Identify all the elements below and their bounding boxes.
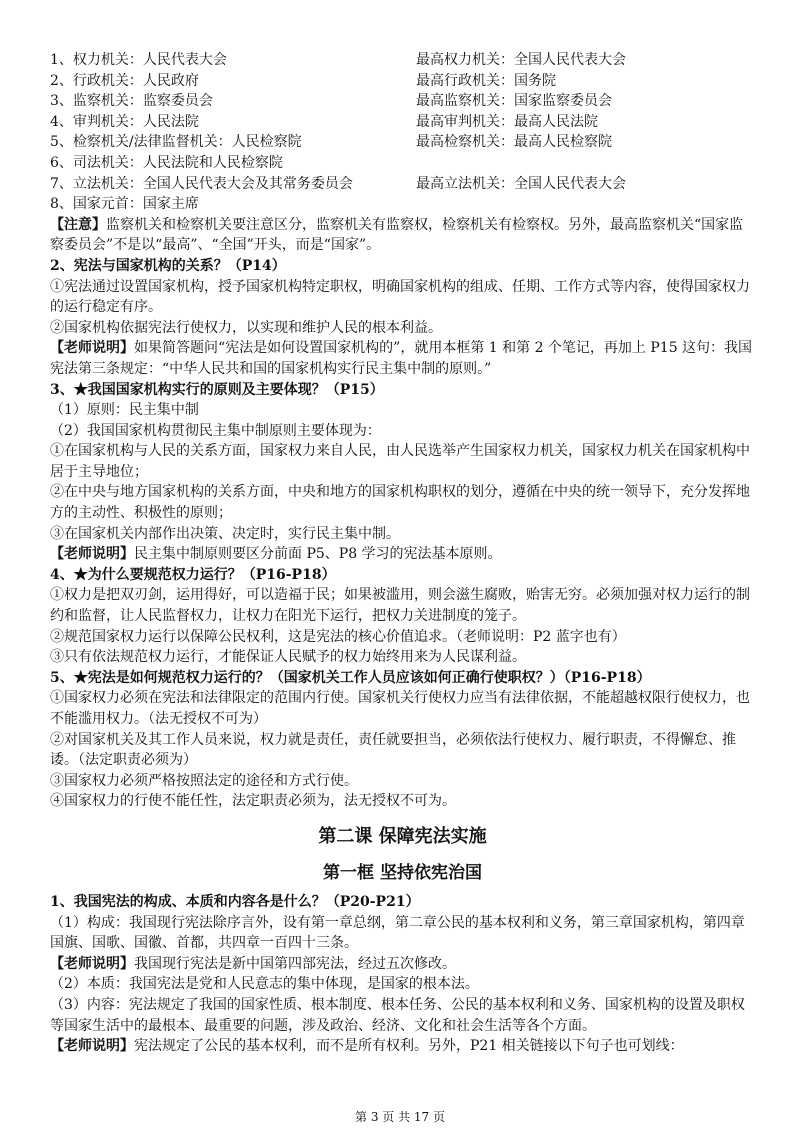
paragraph: （1）原则：民主集中制 xyxy=(50,402,199,419)
organ-highest: 最高权力机关：全国人民代表大会 xyxy=(416,52,626,68)
paragraph: ③国家权力必须严格按照法定的途径和方式行使。 xyxy=(50,772,358,789)
page-footer: 第 3 页 共 17 页 xyxy=(355,1110,445,1124)
organ-local: 1、权力机关：人民代表大会 xyxy=(50,52,227,68)
question-heading: 1、我国宪法的构成、本质和内容各是什么？（P20-P21） xyxy=(50,893,420,910)
note-label: 【老师说明】 xyxy=(50,340,134,357)
organ-highest: 最高立法机关：全国人民代表大会 xyxy=(416,175,626,192)
organ-local: 7、立法机关：全国人民代表大会及其常务委员会 xyxy=(50,175,353,192)
organ-highest: 最高审判机关：最高人民法院 xyxy=(416,113,598,130)
section-title: 第一框 坚持依宪治国 xyxy=(323,862,482,883)
organ-local: 5、检察机关/法律监督机关：人民检察院 xyxy=(50,134,302,151)
organ-local: 4、审判机关：人民法院 xyxy=(50,113,199,130)
paragraph: ②规范国家权力运行以保障公民权利，这是宪法的核心价值追求。（老师说明：P2 蓝字也有） xyxy=(50,628,626,645)
note-label: 【老师说明】 xyxy=(50,1038,134,1055)
list-item xyxy=(50,112,755,133)
lesson-title: 第二课 保障宪法实施 xyxy=(318,825,487,847)
teacher-note: 【老师说明】我国现行宪法是新中国第四部宪法，经过五次修改。 xyxy=(50,955,456,972)
note-label: 【注意】 xyxy=(50,216,106,233)
list-item xyxy=(50,194,755,215)
paragraph: ②对国家机关及其工作人员来说，权力就是责任，责任就要担当，必须依法行使权力、履行职责，不得懈怠、推诿。（法定职责必须为） xyxy=(50,731,736,769)
organ-local: 2、行政机关：人民政府 xyxy=(50,72,199,89)
list-item xyxy=(50,91,755,112)
paragraph: ④国家权力的行使不能任性，法定职责必须为，法无授权不可为。 xyxy=(50,793,456,810)
paragraph: （2）我国国家机构贯彻民主集中制原则主要体现为： xyxy=(50,422,381,439)
list-item xyxy=(50,50,755,71)
organ-local: 3、监察机关：监察委员会 xyxy=(50,93,213,110)
teacher-note: 【老师说明】如果简答题问“宪法是如何设置国家机构的”，就用本框第 1 和第 2 个笔记，再加上 P15 这句：我国宪法第三条规定：“中华人民共和国的国家机构实行民主集中制的原则。” xyxy=(50,340,753,377)
organ-highest: 最高行政机关：国务院 xyxy=(416,72,556,89)
teacher-note: 【老师说明】民主集中制原则要区分前面 P5、P8 学习的宪法基本原则。 xyxy=(50,546,502,563)
note-label: 【老师说明】 xyxy=(50,546,134,563)
note-paragraph: 【注意】监察机关和检察机关要注意区分，监察机关有监察权，检察机关有检察权。另外，最高监察机关“国家监察委员会”不是以“最高”、“全国”开头，而是“国家”。 xyxy=(50,216,744,254)
list-item xyxy=(50,153,755,174)
organ-local: 6、司法机关：人民法院和人民检察院 xyxy=(50,154,283,171)
teacher-note: 【老师说明】宪法规定了公民的基本权利，而不是所有权利。另外，P21 相关链接以下句子也可划线： xyxy=(50,1038,684,1055)
question-heading: 2、宪法与国家机构的关系？（P14） xyxy=(50,257,286,274)
list-item xyxy=(50,71,755,92)
paragraph: ①宪法通过设置国家机构，授予国家机构特定职权，明确国家机构的组成、任期、工作方式等内容，使得国家权力的运行稳定有序。 xyxy=(50,278,750,316)
paragraph: ①权力是把双刃剑，运用得好，可以造福于民；如果被滥用，则会滋生腐败，贻害无穷。必须加强对权力运行的制约和监督，让人民监督权力，让权力在阳光下运行，把权力关进制度的笼子。 xyxy=(50,587,750,625)
paragraph: ①国家权力必须在宪法和法律限定的范围内行使。国家机关行使权力应当有法律依据，不能超越权限行使权力，也不能滥用权力。（法无授权不可为） xyxy=(50,690,750,727)
paragraph: ③只有依法规范权力运行，才能保证人民赋予的权力始终用来为人民谋利益。 xyxy=(50,649,526,666)
paragraph: ②国家机构依据宪法行使权力，以实现和维护人民的根本利益。 xyxy=(50,319,442,336)
question-heading: 4、★为什么要规范权力运行？（P16-P18） xyxy=(50,566,336,583)
organ-local: 8、国家元首：国家主席 xyxy=(50,196,199,213)
paragraph: ①在国家机构与人民的关系方面，国家权力来自人民，由人民选举产生国家权力机关，国家权力机关在国家机构中居于主导地位； xyxy=(50,443,750,480)
paragraph: （2）本质：我国宪法是党和人民意志的集中体现，是国家的根本法。 xyxy=(50,976,479,993)
question-heading: 3、★我国国家机构实行的原则及主要体现？（P15） xyxy=(50,381,384,398)
paragraph: ③在国家机关内部作出决策、决定时，实行民主集中制。 xyxy=(50,525,400,542)
state-organs-list xyxy=(50,50,755,215)
question-heading: 5、★宪法是如何规范权力运行的？（国家机关工作人员应该如何正确行使职权？）（P16-P18） xyxy=(50,669,651,686)
paragraph: （3）内容：宪法规定了我国的国家性质、根本制度、根本任务、公民的基本权利和义务、国家机构的设置及职权等国家生活中的最根本、最重要的问题，涉及政治、经济、文化和社会生活等各个方面。 xyxy=(50,996,745,1034)
main-content xyxy=(50,50,755,1057)
paragraph: （1）构成：我国现行宪法除序言外，设有第一章总纲，第二章公民的基本权利和义务，第三章国家机构，第四章国旗、国歌、国徽、首都，共四章一百四十三条。 xyxy=(50,914,745,952)
paragraph: ②在中央与地方国家机构的关系方面，中央和地方的国家机构职权的划分，遵循在中央的统一领导下，充分发挥地方的主动性、积极性的原则； xyxy=(50,484,750,522)
organ-highest: 最高检察机关：最高人民检察院 xyxy=(416,134,612,151)
list-item xyxy=(50,174,755,195)
list-item xyxy=(50,132,755,153)
organ-highest: 最高监察机关：国家监察委员会 xyxy=(416,93,612,110)
note-label: 【老师说明】 xyxy=(50,955,134,972)
